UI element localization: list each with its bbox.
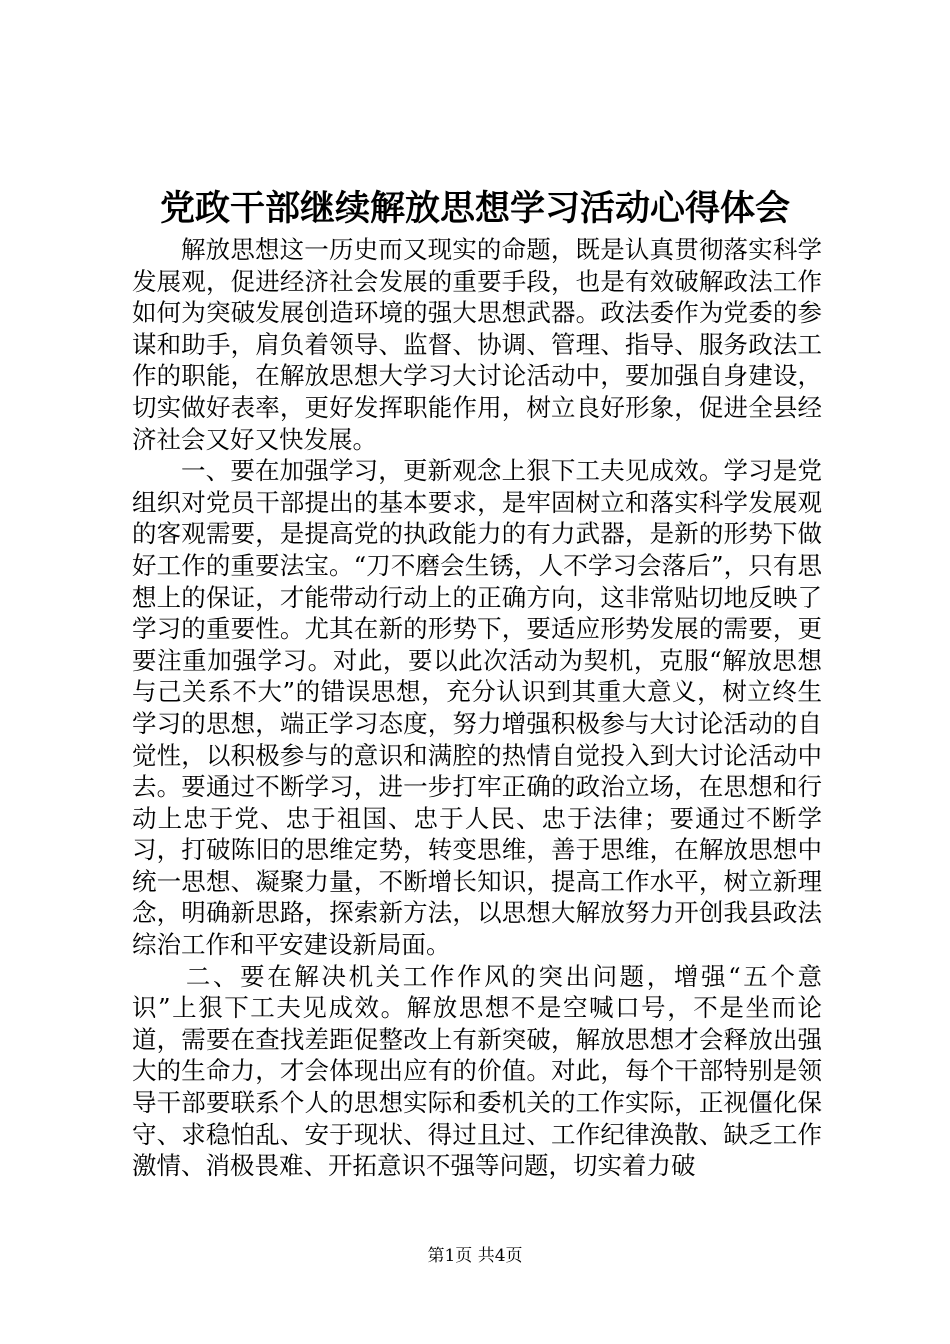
- page-number-footer: 第1页 共4页: [427, 1246, 523, 1266]
- paragraph-section-one: 一、要在加强学习，更新观念上狠下工夫见成效。学习是党组织对党员干部提出的基本要求，是牢固树立和落实科学发展观的客观需要，是提高党的执政能力的有力武器，是新的形势下做好工作的重要法宝。“刀不磨会生锈，人不学习会落后”，只有思想上的保证，才能带动行动上的正确方向，这非常贴切地反映了学习的重要性。尤其在新的形势下，要适应形势发展的需要，更要注重加强学习。对此，要以此次活动为契机，克服“解放思想与己关系不大”的错误思想，充分认识到其重大意义，树立终生学习的思想，端正学习态度，努力增强积极参与大讨论活动的自觉性，以积极参与的意识和满腔的热情自觉投入到大讨论活动中去。要通过不断学习，进一步打牢正确的政治立场，在思想和行动上忠于党、忠于祖国、忠于人民、忠于法律；要通过不断学习，打破陈旧的思维定势，转变思维，善于思维，在解放思想中统一思想、凝聚力量，不断增长知识，提高工作水平，树立新理念，明确新思路，探索新方法，以思想大解放努力开创我县政法综治工作和平安建设新局面。: [132, 456, 822, 960]
- paragraph-section-two: 二、要在解决机关工作作风的突出问题，增强“五个意识”上狠下工夫见成效。解放思想不是空喊口号，不是坐而论道，需要在查找差距促整改上有新突破，解放思想才会释放出强大的生命力，才会体现出应有的价值。对此，每个干部特别是领导干部要联系个人的思想实际和委机关的工作实际，正视僵化保守、求稳怕乱、安于现状、得过且过、工作纪律涣散、缺乏工作激情、消极畏难、开拓意识不强等问题，切实着力破: [132, 961, 822, 1181]
- paragraph-intro: 解放思想这一历史而又现实的命题，既是认真贯彻落实科学发展观，促进经济社会发展的重要手段，也是有效破解政法工作如何为突破发展创造环境的强大思想武器。政法委作为党委的参谋和助手，肩负着领导、监督、协调、管理、指导、服务政法工作的职能，在解放思想大学习大讨论活动中，要加强自身建设，切实做好表率，更好发挥职能作用，树立良好形象，促进全县经济社会又好又快发展。: [132, 235, 822, 454]
- document-title: 党政干部继续解放思想学习活动心得体会: [159, 188, 790, 229]
- document-body: [132, 234, 822, 1182]
